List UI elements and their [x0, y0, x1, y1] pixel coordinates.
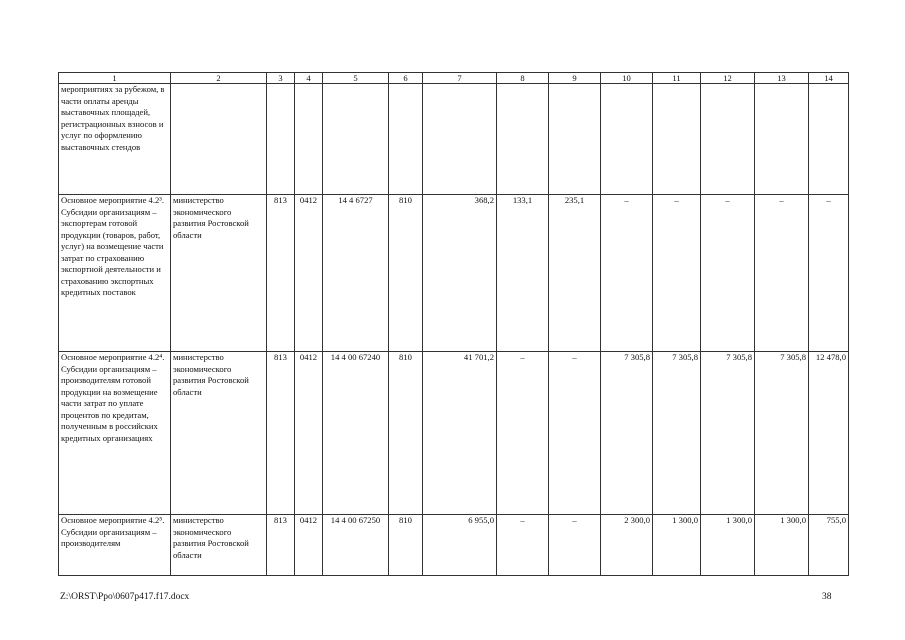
- value-cell: –: [809, 195, 849, 352]
- event-name-cell: Основное мероприятие 4.2³. Субсидии организациям – экспортерам готовой продукции (товаров, работ, услуг) на возмещение части затрат по страхованию экспортной деятельности и страхованию экспортных кредитных поставок: [59, 195, 171, 352]
- value-cell: –: [497, 352, 549, 515]
- code-cell: 813: [267, 515, 295, 576]
- value-cell: 1 300,0: [653, 515, 701, 576]
- executor-cell: министерство экономического развития Ростовской области: [171, 352, 267, 515]
- value-cell: [423, 84, 497, 195]
- col-header: 4: [295, 73, 323, 84]
- col-header: 6: [389, 73, 423, 84]
- value-cell: 368,2: [423, 195, 497, 352]
- code-cell: 0412: [295, 195, 323, 352]
- code-cell: 813: [267, 352, 295, 515]
- code-cell: 14 4 00 67240: [323, 352, 389, 515]
- value-cell: [497, 84, 549, 195]
- event-name-cell: Основное мероприятие 4.2⁴. Субсидии организациям – производителям готовой продукции на возмещение части затрат по уплате процентов по кредитам, полученным в российских кредитных организациях: [59, 352, 171, 515]
- code-cell: [323, 84, 389, 195]
- value-cell: 41 701,2: [423, 352, 497, 515]
- col-header: 11: [653, 73, 701, 84]
- col-header: 12: [701, 73, 755, 84]
- value-cell: 12 478,0: [809, 352, 849, 515]
- code-cell: 14 4 6727: [323, 195, 389, 352]
- value-cell: [653, 84, 701, 195]
- event-name-cell: Основное мероприятие 4.2⁵. Субсидии организациям – производителям: [59, 515, 171, 576]
- code-cell: 813: [267, 195, 295, 352]
- value-cell: 1 300,0: [701, 515, 755, 576]
- code-cell: [295, 84, 323, 195]
- col-header: 13: [755, 73, 809, 84]
- code-cell: 810: [389, 352, 423, 515]
- value-cell: 235,1: [549, 195, 601, 352]
- value-cell: 7 305,8: [755, 352, 809, 515]
- table-row: [59, 515, 849, 576]
- value-cell: –: [755, 195, 809, 352]
- col-header: 9: [549, 73, 601, 84]
- col-header: 14: [809, 73, 849, 84]
- code-cell: 14 4 00 67250: [323, 515, 389, 576]
- value-cell: 2 300,0: [601, 515, 653, 576]
- event-name-cell: мероприятиях за рубежом, в части оплаты аренды выставочных площадей, регистрационных взносов и услуг по оформлению выставочных стендов: [59, 84, 171, 195]
- value-cell: 6 955,0: [423, 515, 497, 576]
- code-cell: [267, 84, 295, 195]
- executor-cell: министерство экономического развития Ростовской области: [171, 515, 267, 576]
- col-header: 8: [497, 73, 549, 84]
- code-cell: 810: [389, 515, 423, 576]
- col-header: 7: [423, 73, 497, 84]
- value-cell: [755, 84, 809, 195]
- value-cell: 755,0: [809, 515, 849, 576]
- code-cell: 0412: [295, 515, 323, 576]
- value-cell: –: [701, 195, 755, 352]
- value-cell: –: [653, 195, 701, 352]
- value-cell: [701, 84, 755, 195]
- executor-cell: министерство экономического развития Ростовской области: [171, 195, 267, 352]
- value-cell: 133,1: [497, 195, 549, 352]
- executor-cell: [171, 84, 267, 195]
- value-cell: –: [601, 195, 653, 352]
- value-cell: –: [549, 352, 601, 515]
- col-header: 5: [323, 73, 389, 84]
- page-number: 38: [822, 592, 832, 602]
- value-cell: –: [549, 515, 601, 576]
- value-cell: [809, 84, 849, 195]
- header-row: [59, 73, 849, 84]
- code-cell: [389, 84, 423, 195]
- value-cell: [601, 84, 653, 195]
- value-cell: 7 305,8: [701, 352, 755, 515]
- value-cell: 1 300,0: [755, 515, 809, 576]
- col-header: 10: [601, 73, 653, 84]
- table-row: [59, 352, 849, 515]
- col-header: 3: [267, 73, 295, 84]
- value-cell: 7 305,8: [653, 352, 701, 515]
- col-header: 2: [171, 73, 267, 84]
- budget-table: [58, 72, 849, 576]
- col-header: 1: [59, 73, 171, 84]
- value-cell: –: [497, 515, 549, 576]
- code-cell: 0412: [295, 352, 323, 515]
- value-cell: 7 305,8: [601, 352, 653, 515]
- table-row: [59, 195, 849, 352]
- table-row: [59, 84, 849, 195]
- code-cell: 810: [389, 195, 423, 352]
- value-cell: [549, 84, 601, 195]
- file-path: Z:\ORST\Ppo\0607p417.f17.docx: [60, 592, 190, 602]
